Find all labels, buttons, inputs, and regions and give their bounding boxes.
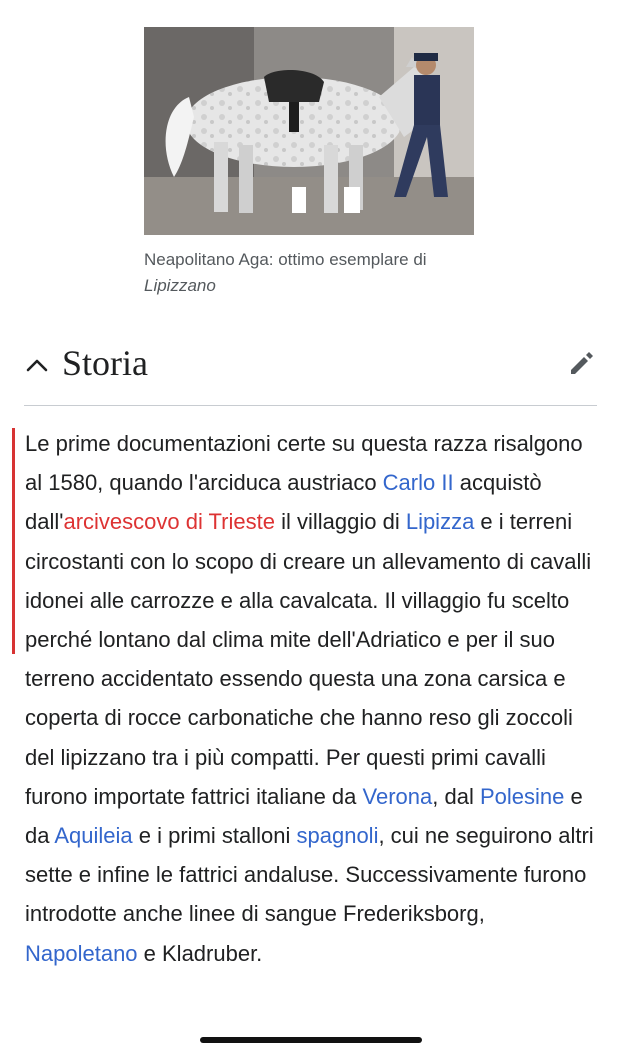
link-spagnoli[interactable]: spagnoli [296, 823, 379, 849]
para-text: e da [25, 783, 583, 849]
link-verona[interactable]: Verona [362, 783, 433, 809]
para-text: acquistò dall' [25, 470, 542, 535]
pencil-icon[interactable] [567, 348, 597, 378]
caption-italic: Lipizzano [144, 276, 216, 295]
change-highlight-bar [12, 428, 15, 654]
para-text: e Kladruber. [137, 940, 263, 966]
home-indicator[interactable] [200, 1037, 422, 1043]
section-title: Storia [62, 343, 148, 383]
horse-photo[interactable] [144, 27, 474, 235]
para-text: , cui ne seguirono altri sette e infine le fattrici andaluse. Successivamente furono introdotte anche linee di sangue Frederiksborg, [25, 823, 594, 927]
article-paragraph [25, 424, 597, 973]
para-text: , dal [432, 783, 480, 809]
link-lipizza[interactable]: Lipizza [405, 509, 475, 535]
figure-caption [144, 247, 474, 299]
para-text: e i terreni circostanti con lo scopo di creare un allevamento di cavalli idonei alle carrozze e alla cavalcata. Il villaggio fu scelto perché lontano dal clima mite dell'Adriatico e per il suo terreno accidentato essendo questa una zona carsica e coperta di rocce carbonatiche che hanno reso gli zoccoli del lipizzano tra i più compatti. Per questi primi cavalli furono importate fattrici italiane da [25, 509, 592, 809]
article-figure [144, 27, 474, 299]
redlink-arcivescovo-di-trieste[interactable]: arcivescovo di Trieste [63, 509, 275, 535]
para-text: e i primi stalloni [132, 823, 297, 849]
link-carlo-ii[interactable]: Carlo II [382, 470, 454, 496]
para-text: il villaggio di [274, 509, 406, 535]
section-header[interactable] [24, 334, 597, 406]
caption-text: Neapolitano Aga: ottimo esemplare di [144, 250, 427, 269]
link-aquileia[interactable]: Aquileia [54, 823, 133, 849]
link-polesine[interactable]: Polesine [479, 783, 565, 809]
chevron-up-icon[interactable] [24, 352, 50, 378]
para-text: Le prime documentazioni certe su questa razza risalgono al 1580, quando l'arciduca austriaco [25, 431, 583, 496]
horse-illustration [144, 27, 474, 235]
link-napoletano[interactable]: Napoletano [25, 940, 138, 966]
